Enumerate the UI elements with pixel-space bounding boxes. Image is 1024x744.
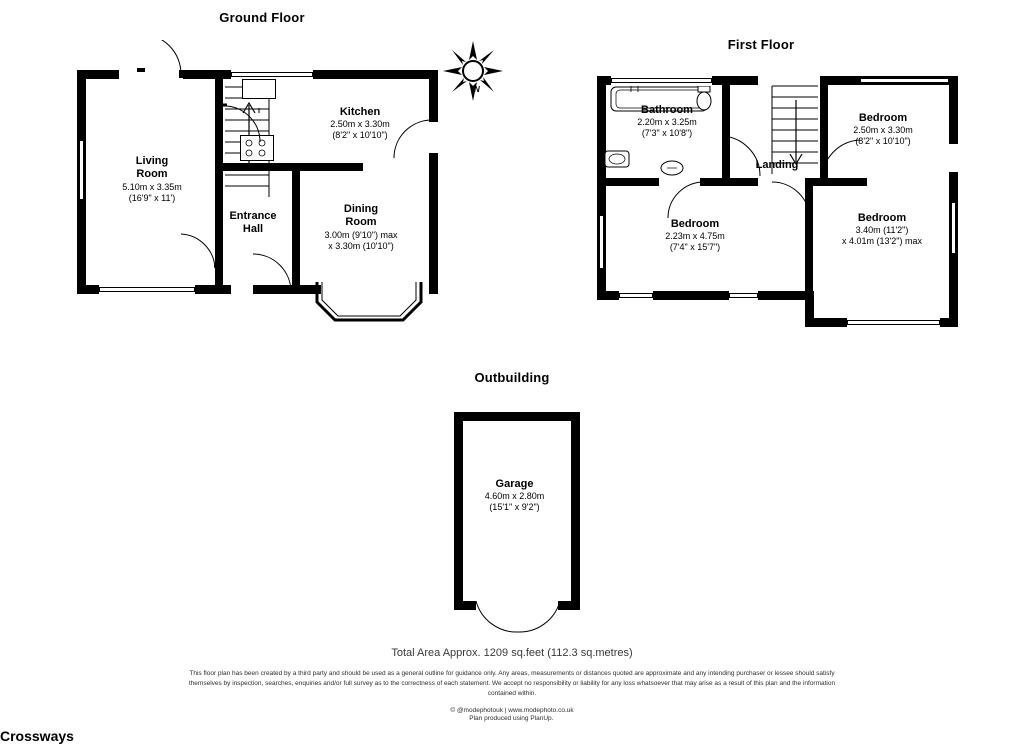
window-bedroom-front-top bbox=[860, 78, 949, 83]
room-label-garage bbox=[452, 478, 577, 513]
room-name-living-2: Room bbox=[136, 168, 168, 181]
window-ff-bottom-mid bbox=[729, 293, 758, 298]
door-landing-bathroom bbox=[718, 134, 762, 180]
door-hall-kitchen bbox=[222, 102, 264, 144]
wall-ff-internal-mid-horiz bbox=[597, 178, 659, 186]
room-name-garage: Garage bbox=[495, 478, 534, 490]
kitchen-sink bbox=[242, 79, 276, 99]
window-ff-left-mid bbox=[599, 215, 604, 269]
room-name-bedroom-small: Bedroom bbox=[670, 218, 720, 230]
bidet-fixture bbox=[660, 160, 684, 176]
wall-gf-right-lower bbox=[429, 153, 438, 294]
room-name-bedroom-front: Bedroom bbox=[858, 112, 908, 124]
door-garage bbox=[472, 600, 564, 636]
room-name-living-1: Living bbox=[135, 155, 169, 167]
wall-gf-top-kitchen bbox=[313, 70, 438, 79]
room-dim-bedroom-front-metric: 2.50m x 3.30m bbox=[853, 125, 913, 136]
property-name: Crossways bbox=[0, 728, 74, 744]
wall-gf-bottom-left bbox=[77, 285, 99, 294]
room-name-kitchen: Kitchen bbox=[339, 106, 381, 118]
room-name-hall-2: Hall bbox=[242, 223, 264, 236]
room-dim-living-metric: 5.10m x 3.35m bbox=[122, 181, 182, 192]
wall-ff-bottom-left bbox=[597, 291, 619, 300]
room-label-bedroom-small bbox=[634, 218, 756, 253]
door-front-entrance bbox=[119, 40, 185, 80]
door-hall-dining bbox=[250, 252, 292, 294]
room-name-bathroom: Bathroom bbox=[641, 104, 693, 116]
room-dim-dining-imperial: x 3.30m (10'10") bbox=[328, 240, 394, 251]
copyright-line-1: © @modephotouk | www.modephoto.co.uk bbox=[450, 707, 574, 714]
total-area-text: Total Area Approx. 1209 sq.feet (112.3 sq.metres) bbox=[391, 647, 633, 659]
wall-ff-bottom-right bbox=[805, 318, 847, 327]
window-ff-bottom-right bbox=[847, 320, 940, 325]
room-dim-dining-metric: 3.00m (9'10") max bbox=[324, 229, 398, 240]
room-label-dining-room bbox=[296, 203, 426, 252]
room-dim-bathroom-metric: 2.20m x 3.25m bbox=[637, 117, 697, 128]
room-label-landing bbox=[720, 159, 834, 172]
room-dim-living-imperial: (16'9" x 11') bbox=[128, 192, 176, 203]
room-dim-bedroom-small-imperial: (7'4" x 15'7") bbox=[669, 242, 721, 253]
room-dim-bedroom-front-imperial: (8'2" x 10'10") bbox=[855, 136, 911, 147]
room-name-dining-1: Dining bbox=[343, 203, 379, 215]
window-bathroom-top bbox=[611, 78, 712, 83]
room-label-entrance-hall bbox=[196, 210, 310, 237]
wall-gf-top-mid bbox=[183, 70, 231, 79]
bay-window-dining bbox=[313, 280, 425, 328]
wall-ff-right-upper bbox=[949, 76, 958, 144]
disclaimer-text: This floor plan has been created by a third party and should be used as a general outline for guidance only. Any areas, measurements or distances quoted are approximate and any intending purchaser or lessee should satisfy themselves by inspection, searches, enquiries and/or full survey as to the correctness of each statement. We accept no responsibility or liability for any loss whatsoever that may arise as a result of this plan and the information contained within. bbox=[188, 670, 836, 697]
bath-taps bbox=[629, 80, 641, 87]
room-dim-bedroom-main-imperial: x 4.01m (13'2") max bbox=[842, 236, 922, 247]
room-label-bathroom bbox=[602, 104, 732, 139]
room-name-landing: Landing bbox=[755, 159, 799, 171]
window-living-bottom bbox=[99, 287, 195, 292]
room-dim-kitchen-metric: 2.50m x 3.30m bbox=[330, 119, 390, 130]
door-landing-bedroom-small bbox=[666, 180, 706, 222]
room-name-bedroom-main: Bedroom bbox=[857, 212, 907, 224]
room-label-living-room bbox=[96, 155, 208, 204]
room-name-dining-2: Room bbox=[345, 216, 377, 229]
window-living-left bbox=[79, 140, 84, 200]
wall-gf-bottom-left2 bbox=[195, 285, 231, 294]
room-label-bedroom-front bbox=[822, 112, 944, 147]
wash-basin bbox=[604, 150, 630, 168]
room-label-bedroom-main bbox=[802, 212, 962, 247]
room-dim-garage-imperial: (15'1" x 9'2") bbox=[489, 502, 540, 513]
room-label-kitchen bbox=[300, 106, 420, 141]
window-ff-bottom-small bbox=[619, 293, 653, 298]
outbuilding-title: Outbuilding bbox=[474, 370, 550, 385]
room-dim-bedroom-main-metric: 3.40m (11'2") bbox=[855, 225, 909, 236]
room-dim-bathroom-imperial: (7'3" x 10'8") bbox=[641, 128, 693, 139]
room-dim-bedroom-small-metric: 2.23m x 4.75m bbox=[665, 231, 725, 242]
wall-garage-top bbox=[454, 412, 580, 421]
compass-north-label: N bbox=[474, 85, 480, 94]
room-dim-kitchen-imperial: (8'2" x 10'10") bbox=[332, 130, 388, 141]
ground-floor-title: Ground Floor bbox=[219, 10, 305, 25]
compass-icon bbox=[442, 40, 504, 102]
wall-gf-right-upper bbox=[429, 70, 438, 122]
first-floor-title: First Floor bbox=[727, 37, 795, 52]
room-name-hall-1: Entrance bbox=[229, 210, 277, 222]
wall-ff-bottom-left2 bbox=[653, 291, 729, 300]
room-dim-garage-metric: 4.60m x 2.80m bbox=[484, 491, 545, 502]
window-kitchen-top bbox=[231, 72, 313, 77]
copyright-line-2: Plan produced using PlanUp. bbox=[469, 715, 555, 722]
outbuilding-plan bbox=[450, 410, 590, 620]
